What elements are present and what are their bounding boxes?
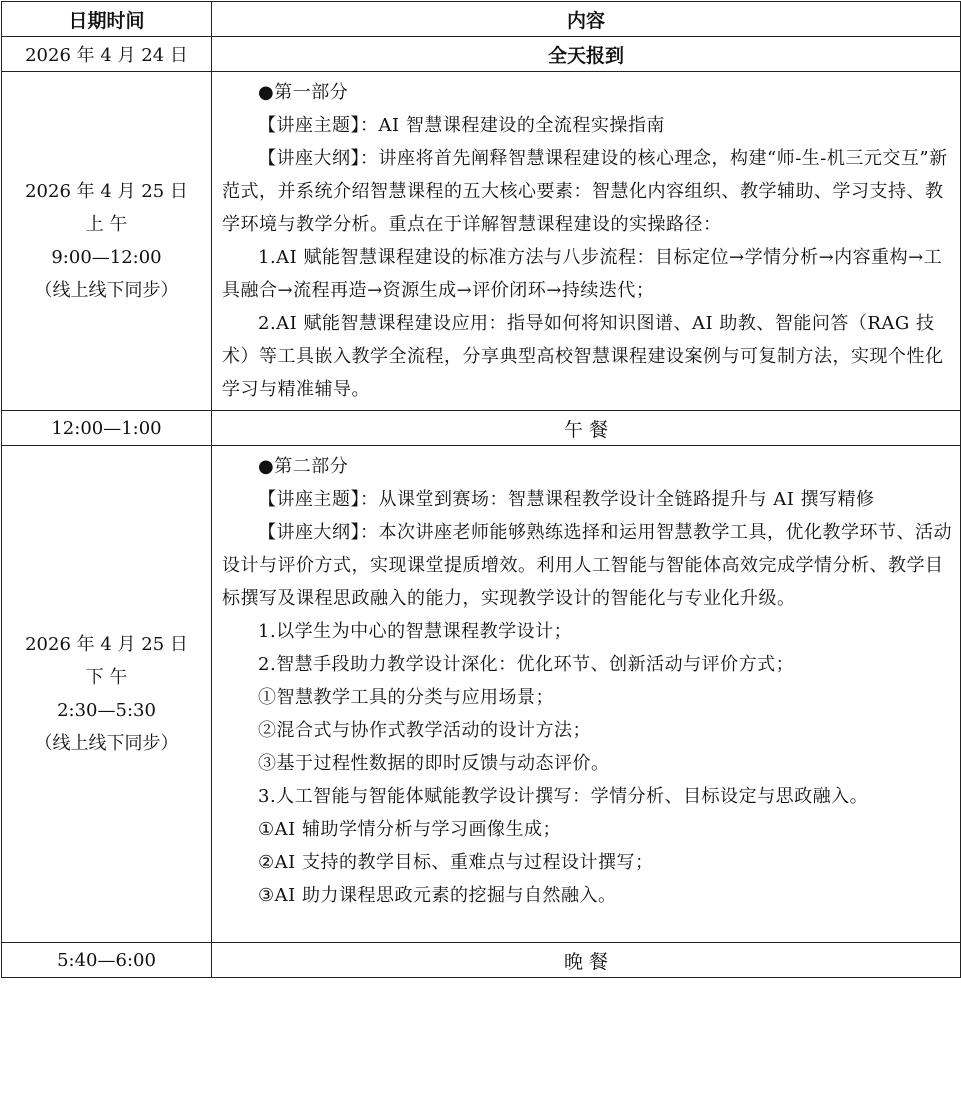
content-cell: 午 餐 <box>212 411 961 446</box>
date-cell <box>2 72 212 411</box>
period-line: 上 午 <box>85 214 128 235</box>
outline-subitem: ①AI 辅助学情分析与学习画像生成； <box>258 819 561 840</box>
lecture-outline: 【讲座大纲】：讲座将首先阐释智慧课程建设的核心理念，构建“师-生-机三元交互”新范式，并系统介绍智慧课程的五大核心要素：智慧化内容组织、教学辅助、学习支持、教学环境与教学分析。重点在于详解智慧课程建设的实操路径： <box>222 148 948 235</box>
date-cell: 2026 年 4 月 24 日 <box>2 37 212 72</box>
lecture-topic: 【讲座主题】：AI 智慧课程建设的全流程实操指南 <box>258 115 665 136</box>
outline-subitem: ③AI 助力课程思政元素的挖掘与自然融入。 <box>258 885 617 906</box>
date-line: 2026 年 4 月 25 日 <box>25 181 188 202</box>
mode-line: （线上线下同步） <box>34 733 179 754</box>
outline-item: 1.以学生为中心的智慧课程教学设计； <box>258 621 573 642</box>
blank-space <box>222 912 952 938</box>
section-heading: ●第二部分 <box>258 456 349 477</box>
content-cell <box>212 446 961 943</box>
outline-subitem: ②AI 支持的教学目标、重难点与过程设计撰写； <box>258 852 654 873</box>
header-date-cell: 日期时间 <box>2 2 212 37</box>
content-cell: 晚 餐 <box>212 943 961 978</box>
time-line: 9:00—12:00 <box>51 247 162 268</box>
lecture-outline: 【讲座大纲】：本次讲座老师能够熟练选择和运用智慧教学工具，优化教学环节、活动设计与评价方式，实现课堂提质增效。利用人工智能与智能体高效完成学情分析、教学目标撰写及课程思政融入的能力，实现教学设计的智能化与专业化升级。 <box>222 522 952 609</box>
schedule-table <box>1 1 961 978</box>
time-line: 2:30—5:30 <box>57 700 156 721</box>
outline-item: 2.AI 赋能智慧课程建设应用：指导如何将知识图谱、AI 助教、智能问答（RAG 技术）等工具嵌入教学全流程，分享典型高校智慧课程建设案例与可复制方法，实现个性化学习与精准辅导。 <box>222 313 944 400</box>
content-cell: 全天报到 <box>212 37 961 72</box>
outline-item: 1.AI 赋能智慧课程建设的标准方法与八步流程：目标定位→学情分析→内容重构→工具融合→流程再造→资源生成→评价闭环→持续迭代； <box>222 247 943 301</box>
lecture-topic: 【讲座主题】：从课堂到赛场：智慧课程教学设计全链路提升与 AI 撰写精修 <box>258 489 875 510</box>
table-row <box>2 37 961 72</box>
outline-item: 3.人工智能与智能体赋能教学设计撰写：学情分析、目标设定与思政融入。 <box>258 786 869 807</box>
outline-subitem: ③基于过程性数据的即时反馈与动态评价。 <box>258 753 610 774</box>
date-cell: 5:40—6:00 <box>2 943 212 978</box>
section-heading: ●第一部分 <box>258 82 349 103</box>
date-cell: 12:00—1:00 <box>2 411 212 446</box>
header-content-cell: 内容 <box>212 2 961 37</box>
table-header-row <box>2 2 961 37</box>
period-line: 下 午 <box>85 667 128 688</box>
table-row <box>2 446 961 943</box>
mode-line: （线上线下同步） <box>34 280 179 301</box>
table-row <box>2 943 961 978</box>
date-cell <box>2 446 212 943</box>
table-row <box>2 411 961 446</box>
content-cell <box>212 72 961 411</box>
outline-item: 2.智慧手段助力教学设计深化：优化环节、创新活动与评价方式； <box>258 654 795 675</box>
outline-subitem: ①智慧教学工具的分类与应用场景； <box>258 687 554 708</box>
table-row <box>2 72 961 411</box>
date-line: 2026 年 4 月 25 日 <box>25 634 188 655</box>
outline-subitem: ②混合式与协作式教学活动的设计方法； <box>258 720 591 741</box>
